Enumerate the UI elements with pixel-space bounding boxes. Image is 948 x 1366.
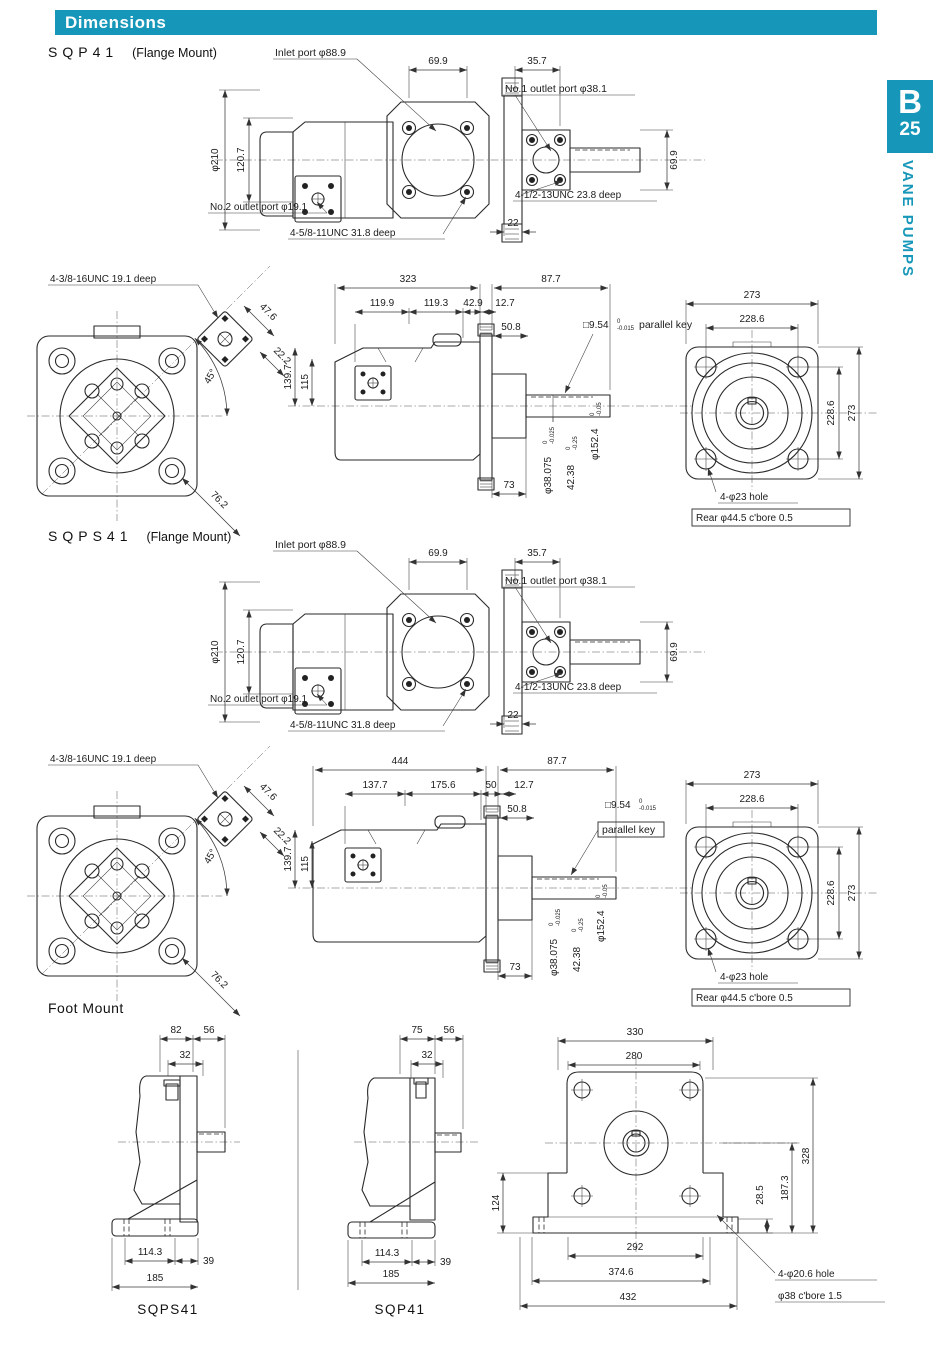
- dim-76-2: 76.2: [207, 969, 230, 992]
- dim-69-9-right: 69.9: [669, 642, 680, 662]
- pump-outline: [533, 1057, 800, 1252]
- label-parallel-key: parallel key: [602, 824, 656, 836]
- shaft-tol-bot: -0.025: [556, 908, 562, 926]
- dim-124: 124: [491, 1194, 502, 1212]
- label-tap-side: 4-5/8-11UNC 31.8 deep: [290, 720, 396, 731]
- dimensions: [491, 1027, 885, 1310]
- dim-76-2: 76.2: [207, 489, 230, 512]
- label-outlet1: No.1 outlet port φ38.1: [505, 83, 607, 95]
- dim-69-9-top: 69.9: [428, 548, 448, 559]
- dimensions: [112, 1025, 225, 1291]
- dimensions: [686, 290, 863, 526]
- key-tol-top: 0: [617, 319, 621, 325]
- dim-50-8: 50.8: [507, 804, 527, 815]
- caption-sqp41: SQP41: [374, 1302, 426, 1317]
- pump-outline: [27, 266, 270, 521]
- dim-pilot-dia: φ152.4: [596, 910, 607, 942]
- dim-phi210: φ210: [210, 640, 221, 664]
- label-outlet2: No.2 outlet port φ19.1: [210, 202, 308, 213]
- page-title: Dimensions: [55, 10, 877, 35]
- keyh-tol-bot: -0.25: [573, 436, 579, 450]
- label-parallel-key: parallel key: [639, 319, 693, 331]
- pump-outline: [215, 78, 705, 242]
- dim-328: 328: [801, 1147, 812, 1165]
- section-tab-b25: [887, 80, 933, 153]
- dim-432: 432: [619, 1292, 637, 1303]
- label-key-square: □9.54: [605, 800, 631, 811]
- label-outlet1: No.1 outlet port φ38.1: [505, 575, 607, 587]
- pilot-tol-top: 0: [596, 894, 602, 898]
- dim-228-6-top: 228.6: [739, 314, 765, 325]
- dim-12-7: 12.7: [514, 780, 534, 791]
- pump-outline: [288, 324, 693, 490]
- key-tol-bot: -0.015: [639, 806, 657, 812]
- label-tap: 4-3/8-16UNC 19.1 deep: [50, 754, 157, 765]
- section-subtitle: (Flange Mount): [132, 46, 217, 60]
- dim-82: 82: [170, 1025, 182, 1036]
- dim-87-7: 87.7: [547, 756, 567, 767]
- dimensions: [208, 47, 680, 242]
- dim-139-7: 139.7: [283, 846, 294, 872]
- dim-total-323: 323: [399, 274, 417, 285]
- dimensions: [283, 756, 664, 980]
- dimensions: [686, 770, 863, 1006]
- section-title: Foot Mount: [48, 1000, 124, 1016]
- dimensions: [283, 274, 693, 498]
- dim-45deg: 45°: [202, 847, 220, 867]
- foot-mount-front-drawing: [485, 1012, 945, 1317]
- dim-pilot-dia: φ152.4: [590, 428, 601, 460]
- label-tap: 4-3/8-16UNC 19.1 deep: [50, 274, 157, 285]
- dim-69-9-right: 69.9: [669, 150, 680, 170]
- dim-120-7: 120.7: [236, 639, 247, 665]
- dim-73: 73: [509, 962, 521, 973]
- pilot-tol-bot: -0.05: [597, 402, 603, 416]
- pump-outline: [215, 570, 705, 734]
- label-tap-front: 4-1/2-13UNC 23.8 deep: [515, 190, 622, 201]
- dim-22: 22: [507, 710, 519, 721]
- dimensions: [208, 539, 680, 734]
- label-outlet2: No.2 outlet port φ19.1: [210, 694, 308, 705]
- section-header-sqp41: [48, 44, 217, 60]
- dim-50-8: 50.8: [501, 322, 521, 333]
- dim-137-7: 137.7: [362, 780, 388, 791]
- dim-273-right: 273: [847, 404, 858, 422]
- tab-letter: B: [898, 83, 922, 120]
- key-tol-top: 0: [639, 799, 643, 805]
- vane-pumps-vertical-label: VANE PUMPS: [899, 160, 916, 279]
- shaft-tol-top: 0: [543, 440, 549, 444]
- dim-228-6-right: 228.6: [826, 880, 837, 906]
- pilot-tol-top: 0: [590, 412, 596, 416]
- tab-number: 25: [899, 119, 921, 140]
- sqps41-rear-view-drawing: [678, 752, 943, 1010]
- pump-outline: [27, 746, 270, 1001]
- dim-280: 280: [625, 1051, 643, 1062]
- dim-187-3: 187.3: [780, 1175, 791, 1201]
- dim-292: 292: [626, 1242, 644, 1253]
- label-inlet-port: Inlet port φ88.9: [275, 539, 347, 551]
- section-title: SQP41: [48, 44, 119, 60]
- dim-39: 39: [203, 1256, 215, 1267]
- dim-35-7-top: 35.7: [527, 548, 547, 559]
- key-tol-bot: -0.015: [617, 326, 635, 332]
- section-subtitle: (Flange Mount): [146, 530, 232, 544]
- sqp41-side-view-drawing: [205, 40, 710, 252]
- label-tap-side: 4-5/8-11UNC 31.8 deep: [290, 228, 396, 239]
- dim-175-6: 175.6: [430, 780, 456, 791]
- dim-114-3: 114.3: [137, 1247, 163, 1258]
- dim-42-9: 42.9: [463, 298, 483, 309]
- dim-75: 75: [411, 1025, 423, 1036]
- dim-73: 73: [503, 480, 515, 491]
- shaft-tol-bot: -0.025: [550, 426, 556, 444]
- dim-22-2: 22.2: [270, 345, 293, 368]
- dim-32: 32: [179, 1050, 191, 1061]
- dim-39: 39: [440, 1257, 452, 1268]
- dim-22-2: 22.2: [270, 825, 293, 848]
- dimensions: [48, 274, 293, 536]
- dim-120-7: 120.7: [236, 147, 247, 173]
- label-foot-cbore: φ38 c'bore 1.5: [778, 1291, 842, 1302]
- label-4-holes: 4-φ23 hole: [720, 492, 769, 503]
- section-title: SQPS41: [48, 528, 133, 544]
- dim-87-7: 87.7: [541, 274, 561, 285]
- dim-50: 50: [485, 780, 497, 791]
- foot-mount-sqps41-drawing: [48, 1012, 306, 1302]
- label-key-square: □9.54: [583, 320, 609, 331]
- label-foot-holes: 4-φ20.6 hole: [778, 1269, 835, 1280]
- dim-key-height: 42.38: [572, 946, 583, 972]
- dim-115: 115: [300, 374, 311, 390]
- dim-273-top: 273: [743, 290, 761, 301]
- dim-47-6: 47.6: [256, 301, 279, 324]
- dim-45deg: 45°: [202, 367, 220, 387]
- dim-phi210: φ210: [210, 148, 221, 172]
- dim-69-9-top: 69.9: [428, 56, 448, 67]
- dim-139-7: 139.7: [283, 364, 294, 390]
- sqps41-profile-drawing: [283, 746, 695, 1011]
- keyh-tol-top: 0: [566, 446, 572, 450]
- label-rear-cbore: Rear φ44.5 c'bore 0.5: [696, 993, 793, 1004]
- dim-56: 56: [203, 1025, 215, 1036]
- dim-35-7-top: 35.7: [527, 56, 547, 67]
- dim-56: 56: [443, 1025, 455, 1036]
- dim-115: 115: [300, 856, 311, 872]
- dim-shaft-dia: φ38.075: [543, 456, 554, 494]
- dim-22: 22: [507, 218, 519, 229]
- dim-330: 330: [626, 1027, 644, 1038]
- caption-sqps41: SQPS41: [137, 1302, 199, 1317]
- shaft-tol-top: 0: [549, 922, 555, 926]
- dim-119-3: 119.3: [423, 298, 449, 309]
- dim-185: 185: [146, 1273, 164, 1284]
- dim-key-height: 42.38: [566, 464, 577, 490]
- label-rear-cbore: Rear φ44.5 c'bore 0.5: [696, 513, 793, 524]
- label-inlet-port: Inlet port φ88.9: [275, 47, 347, 59]
- keyh-tol-top: 0: [572, 928, 578, 932]
- dim-shaft-dia: φ38.075: [549, 938, 560, 976]
- dim-273-right: 273: [847, 884, 858, 902]
- label-tap-front: 4-1/2-13UNC 23.8 deep: [515, 682, 622, 693]
- dim-total-444: 444: [391, 756, 409, 767]
- dim-185: 185: [382, 1269, 400, 1280]
- dim-12-7: 12.7: [495, 298, 515, 309]
- dim-273-top: 273: [743, 770, 761, 781]
- dim-32: 32: [421, 1050, 433, 1061]
- dimensions: [348, 1025, 463, 1287]
- dim-374-6: 374.6: [608, 1267, 634, 1278]
- dimensions: [48, 754, 293, 1016]
- pilot-tol-bot: -0.05: [603, 884, 609, 898]
- keyh-tol-bot: -0.25: [579, 918, 585, 932]
- sqp41-profile-drawing: [283, 264, 695, 529]
- dim-119-9: 119.9: [369, 298, 395, 309]
- label-4-holes: 4-φ23 hole: [720, 972, 769, 983]
- dim-47-6: 47.6: [256, 781, 279, 804]
- dim-228-6-top: 228.6: [739, 794, 765, 805]
- sqps41-side-view-drawing: [205, 532, 710, 744]
- sqp41-rear-view-drawing: [678, 272, 943, 530]
- pump-outline: [348, 1078, 478, 1238]
- dim-28-5: 28.5: [755, 1185, 766, 1205]
- dim-114-3: 114.3: [374, 1248, 400, 1259]
- dim-228-6-right: 228.6: [826, 400, 837, 426]
